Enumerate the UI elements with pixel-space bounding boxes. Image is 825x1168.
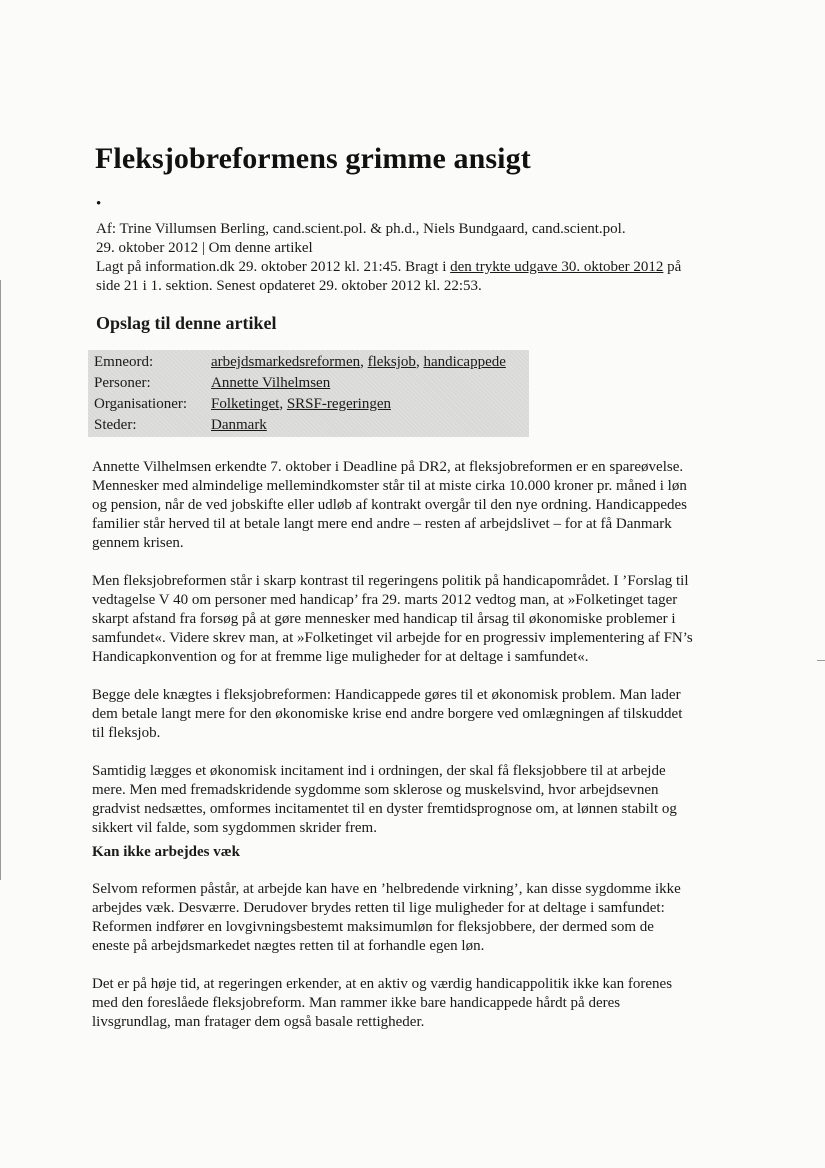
lookup-values	[211, 352, 506, 373]
paragraph-line: Men fleksjobreformen står i skarp kontrast til regeringens politik på handicapområdet. I ’Forslag til	[92, 573, 689, 589]
paragraph-line: gennem krisen.	[92, 535, 184, 551]
paragraph-line: Begge dele knægtes i fleksjobreformen: Handicappede gøres til et økonomisk problem. Man lader	[92, 687, 681, 703]
lookup-link[interactable]: Annette Vilhelmsen	[211, 375, 331, 391]
lookup-link[interactable]: SRSF-regeringen	[286, 396, 391, 412]
lookup-link[interactable]: handicappede	[423, 354, 506, 370]
paragraph-line: dem betale langt mere for den økonomiske krise end andre borgere ved omlægningen af tilskuddet	[92, 706, 683, 722]
lookup-label: Personer:	[94, 375, 151, 391]
lookup-link[interactable]: Danmark	[211, 417, 267, 433]
byline: Af: Trine Villumsen Berling, cand.scient.pol. & ph.d., Niels Bundgaard, cand.scient.pol.	[96, 221, 626, 237]
posted-info	[96, 258, 736, 277]
lookup-values	[211, 394, 391, 415]
paragraph	[92, 762, 732, 838]
lookup-label: Organisationer:	[94, 396, 188, 412]
paragraph-line: Selvom reformen påstår, at arbejde kan have en ’helbredende virkning’, kan disse sygdomme ikke	[92, 881, 681, 897]
paragraph-line: samfundet«. Videre skrev man, at »Folketinget vil arbejde for en progressiv implementering af FN’s	[92, 630, 693, 646]
paragraph-line: Mennesker med almindelige mellemindkomster står til at miste cirka 10.000 kroner pr. måned i løn	[92, 478, 687, 494]
paragraph-line: arbejdes væk. Desværre. Derudover brydes retten til lige muligheder for at deltage i samfundet:	[92, 900, 665, 916]
article-title: Fleksjobreformens grimme ansigt	[95, 142, 531, 175]
paragraph-line: Annette Vilhelmsen erkendte 7. oktober i Deadline på DR2, at fleksjobreformen er en spareøvelse.	[92, 459, 684, 475]
posted-prefix: Lagt på information.dk 29. oktober 2012 kl. 21:45. Bragt i	[96, 259, 451, 275]
paragraph-line: med den foreslåede fleksjobreform. Man rammer ikke bare handicappede hårdt på deres	[92, 995, 621, 1011]
paragraph-line: til fleksjob.	[92, 725, 161, 741]
lookup-heading: Opslag til denne artikel	[96, 313, 277, 333]
lookup-link[interactable]: Folketinget	[211, 396, 280, 412]
bullet: •	[96, 196, 102, 212]
lookup-label: Emneord:	[94, 354, 154, 370]
article-body-continued	[92, 880, 732, 1051]
print-edition-link[interactable]: den trykte udgave 30. oktober 2012	[450, 259, 664, 275]
subheading: Kan ikke arbejdes væk	[92, 844, 240, 860]
paragraph-line: og pension, når de ved jobskifte eller udløb af kontrakt overgår til den nye ordning. Handicappedes	[92, 497, 687, 513]
paragraph-line: skarpt afstand fra forsøg på at gøre mennesker med handicap til årsag til økonomiske problemer i	[92, 611, 676, 627]
paragraph-line: Handicapkonvention og for at fremme lige muligheder for at deltage i samfundet«.	[92, 649, 589, 665]
paragraph-line: eneste på arbejdsmarkedet nægtes retten til at forhandle egen løn.	[92, 938, 485, 954]
paragraph-line: sikkert vil falde, som sygdommen skrider frem.	[92, 820, 377, 836]
lookup-box	[88, 350, 529, 437]
lookup-link[interactable]: fleksjob	[367, 354, 416, 370]
paragraph-line: livsgrundlag, man fratager dem også basale rettigheder.	[92, 1014, 425, 1030]
article-meta	[96, 220, 736, 296]
scan-edge-line	[817, 660, 825, 661]
paragraph-line: vedtagelse V 40 om personer med handicap’ fra 29. marts 2012 vedtog man, at »Folketinget tager	[92, 592, 678, 608]
separator: ,	[415, 354, 424, 370]
paragraph-line: Det er på høje tid, at regeringen erkender, at en aktiv og værdig handicappolitik ikke kan forenes	[92, 976, 673, 992]
paragraph-line: Reformen indfører en lovgivningsbestemt maksimumløn for fleksjobbere, der dermed som de	[92, 919, 654, 935]
lookup-values	[211, 373, 330, 394]
scan-edge-line	[0, 280, 1, 880]
paragraph-line: familier står herved til at betale langt mere end andre – resten af arbejdslivet – for at få Danmark	[92, 516, 672, 532]
paragraph	[92, 458, 732, 553]
paragraph	[92, 975, 732, 1032]
lookup-label: Steder:	[94, 417, 137, 433]
article-body	[92, 458, 732, 857]
paragraph-line: Samtidig lægges et økonomisk incitament ind i ordningen, der skal få fleksjobbere til at arbejde	[92, 763, 666, 779]
posted-info-line2: side 21 i 1. sektion. Senest opdateret 29. oktober 2012 kl. 22:53.	[96, 278, 482, 294]
posted-suffix: på	[663, 259, 682, 275]
separator: ,	[360, 354, 368, 370]
paragraph	[92, 686, 732, 743]
lookup-values	[211, 415, 267, 436]
paragraph-line: mere. Men med fremadskridende sygdomme som sklerose og muskelsvind, hvor arbejdsevnen	[92, 782, 659, 798]
lookup-link[interactable]: arbejdsmarkedsreformen	[211, 354, 361, 370]
separator: ,	[279, 396, 287, 412]
paragraph-line: gradvist nedsættes, omformes incitamentet til en dyster fremtidsprognose om, at lønnen stabilt og	[92, 801, 677, 817]
paragraph	[92, 572, 732, 667]
paragraph	[92, 880, 732, 956]
dateline: 29. oktober 2012 | Om denne artikel	[96, 240, 313, 256]
